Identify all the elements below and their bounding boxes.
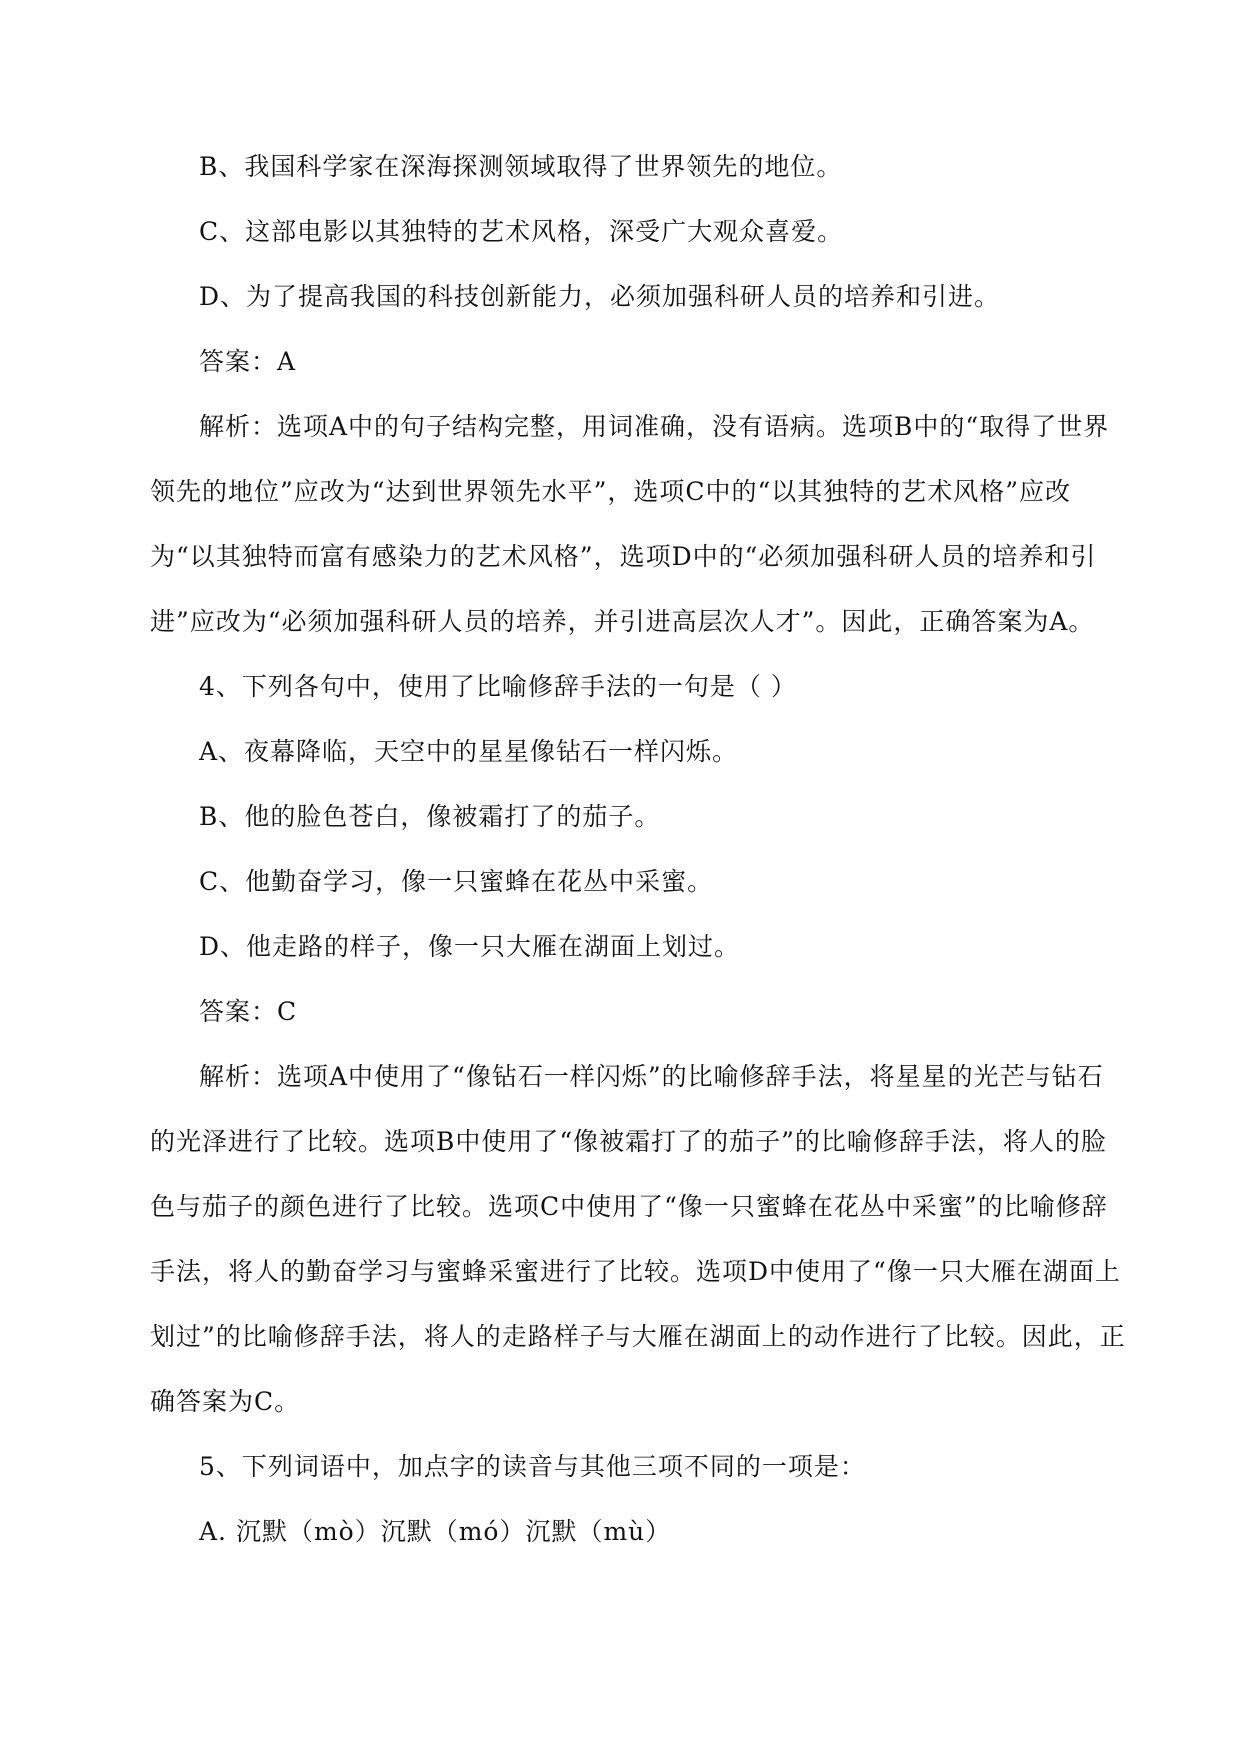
question-4-analysis-line: 解析：选项A中使用了“像钻石一样闪烁”的比喻修辞手法，将星星的光芒与钻石 xyxy=(199,1062,1104,1091)
question-3-option-d: D、为了提高我国的科技创新能力，必须加强科研人员的培养和引进。 xyxy=(199,282,1001,311)
question-4-option-c: C、他勤奋学习，像一只蜜蜂在花丛中采蜜。 xyxy=(199,867,714,896)
question-3-answer: 答案：A xyxy=(199,347,297,376)
question-5-text: 5、下列词语中，加点字的读音与其他三项不同的一项是： xyxy=(199,1452,866,1481)
question-3-analysis-line: 解析：选项A中的句子结构完整，用词准确，没有语病。选项B中的“取得了世界 xyxy=(199,412,1110,441)
question-5-option-a: A. 沉默（mò）沉默（mó）沉默（mù） xyxy=(199,1517,672,1546)
question-4-option-b: B、他的脸色苍白，像被霜打了的茄子。 xyxy=(199,802,661,831)
question-3-analysis-line: 为“以其独特而富有感染力的艺术风格”，选项D中的“必须加强科研人员的培养和引 xyxy=(150,542,1097,571)
question-4-option-a: A、夜幕降临，天空中的星星像钻石一样闪烁。 xyxy=(199,737,739,766)
question-3-analysis-line: 进”应改为“必须加强科研人员的培养，并引进高层次人才”。因此，正确答案为A。 xyxy=(150,607,1095,636)
question-3-analysis-line: 领先的地位”应改为“达到世界领先水平”，选项C中的“以其独特的艺术风格”应改 xyxy=(150,477,1072,506)
question-4-analysis-line: 确答案为C。 xyxy=(150,1387,301,1416)
question-3-option-c: C、这部电影以其独特的艺术风格，深受广大观众喜爱。 xyxy=(199,217,844,246)
question-3-option-b: B、我国科学家在深海探测领域取得了世界领先的地位。 xyxy=(199,152,843,181)
question-4-answer: 答案：C xyxy=(199,997,298,1026)
question-4-analysis-line: 的光泽进行了比较。选项B中使用了“像被霜打了的茄子”的比喻修辞手法，将人的脸 xyxy=(150,1127,1107,1156)
question-4-analysis-line: 色与茄子的颜色进行了比较。选项C中使用了“像一只蜜蜂在花丛中采蜜”的比喻修辞 xyxy=(150,1192,1108,1221)
question-4-text: 4、下列各句中，使用了比喻修辞手法的一句是（ ） xyxy=(199,672,797,701)
question-4-analysis-line: 手法，将人的勤奋学习与蜜蜂采蜜进行了比较。选项D中使用了“像一只大雁在湖面上 xyxy=(150,1257,1121,1286)
question-4-option-d: D、他走路的样子，像一只大雁在湖面上划过。 xyxy=(199,932,741,961)
question-4-analysis-line: 划过”的比喻修辞手法，将人的走路样子与大雁在湖面上的动作进行了比较。因此，正 xyxy=(150,1322,1126,1351)
